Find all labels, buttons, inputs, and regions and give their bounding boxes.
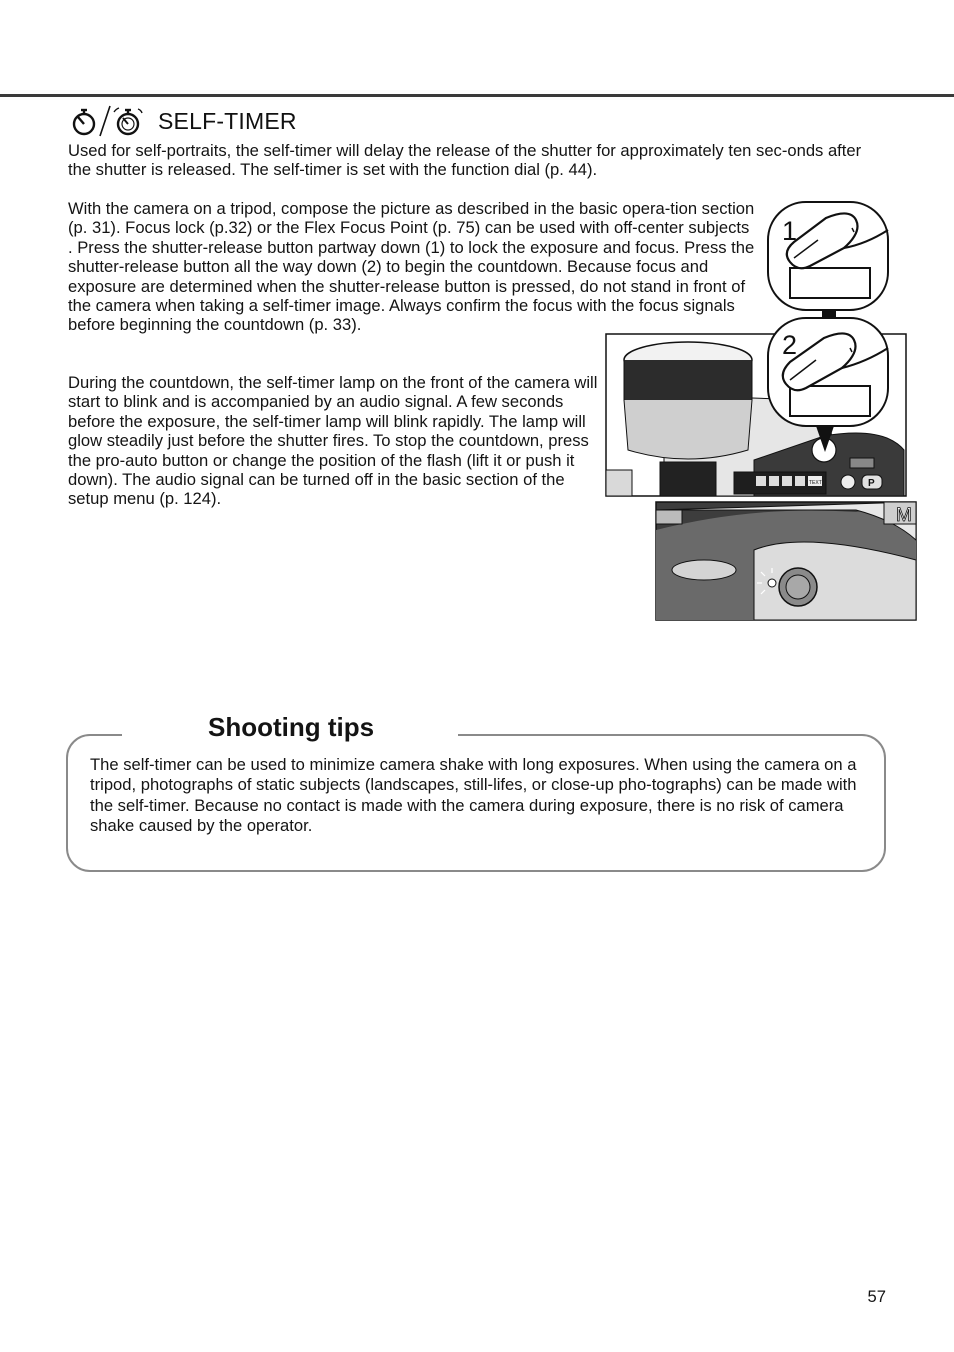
model-letter: M — [896, 505, 912, 526]
shooting-tips-text: The self-timer can be used to minimize camera shake with long exposures. When using the camera on a tripod, photographs of static subjects (landscapes, still-lifes, or close-up pho-tographs) can be made with the self-timer. Because no contact is made with the camera during exposure, there is no risk of camera shake caused by the operator. — [90, 755, 857, 836]
text-mode-label: TEXT — [809, 480, 822, 486]
slash-divider — [100, 106, 110, 136]
finger-step-2 — [768, 318, 888, 426]
step-1-label: 1 — [782, 216, 798, 246]
intro-paragraph: Used for self-portraits, the self-timer will delay the release of the shutter for approximately ten sec-onds after the shutter is released. The self-timer is set with the function dial (p. 44). — [68, 141, 862, 180]
self-timer-icon — [74, 110, 94, 134]
shooting-tips-title: Shooting tips — [122, 712, 458, 743]
pro-auto-button-label: P — [868, 478, 875, 489]
self-timer-mode-icons — [70, 104, 146, 138]
finger-step-1 — [768, 202, 888, 310]
section-title: SELF-TIMER — [158, 107, 297, 134]
remote-self-timer-icon — [114, 108, 142, 134]
procedure-paragraph: With the camera on a tripod, compose the picture as described in the basic opera-tion section (p. 31). Focus lock (p.32) or the Flex Focus Point (p. 75) can be used with off-center subjects . Press the shutter-release button partway down (1) to lock the exposure and focus. Press the shutter-release button all the way down (2) to begin the countdown. Because focus and exposure are determined when the shutter-release button is pressed, do not stand in front of the camera when taking a self-timer image. Always confirm the focus with the focus signals before beginning the countdown (p. 33). — [68, 199, 755, 335]
section-header — [70, 104, 297, 138]
page-number: 57 — [867, 1287, 886, 1306]
countdown-paragraph: During the countdown, the self-timer lamp on the front of the camera will start to blink and is accompanied by an audio signal. A few seconds before the exposure, the self-timer lamp will blink rapidly. The lamp will glow steadily just before the shutter fires. To stop the countdown, press the pro-auto button or change the position of the flash (lift it or push it down). The audio signal can be turned off in the basic section of the setup menu (p. 124). — [68, 373, 598, 509]
self-timer-lamp — [768, 579, 776, 587]
top-rule — [0, 94, 954, 97]
step-2-label: 2 — [782, 330, 798, 360]
self-timer-lamp-closeup — [656, 502, 916, 620]
camera-illustration — [604, 200, 920, 624]
